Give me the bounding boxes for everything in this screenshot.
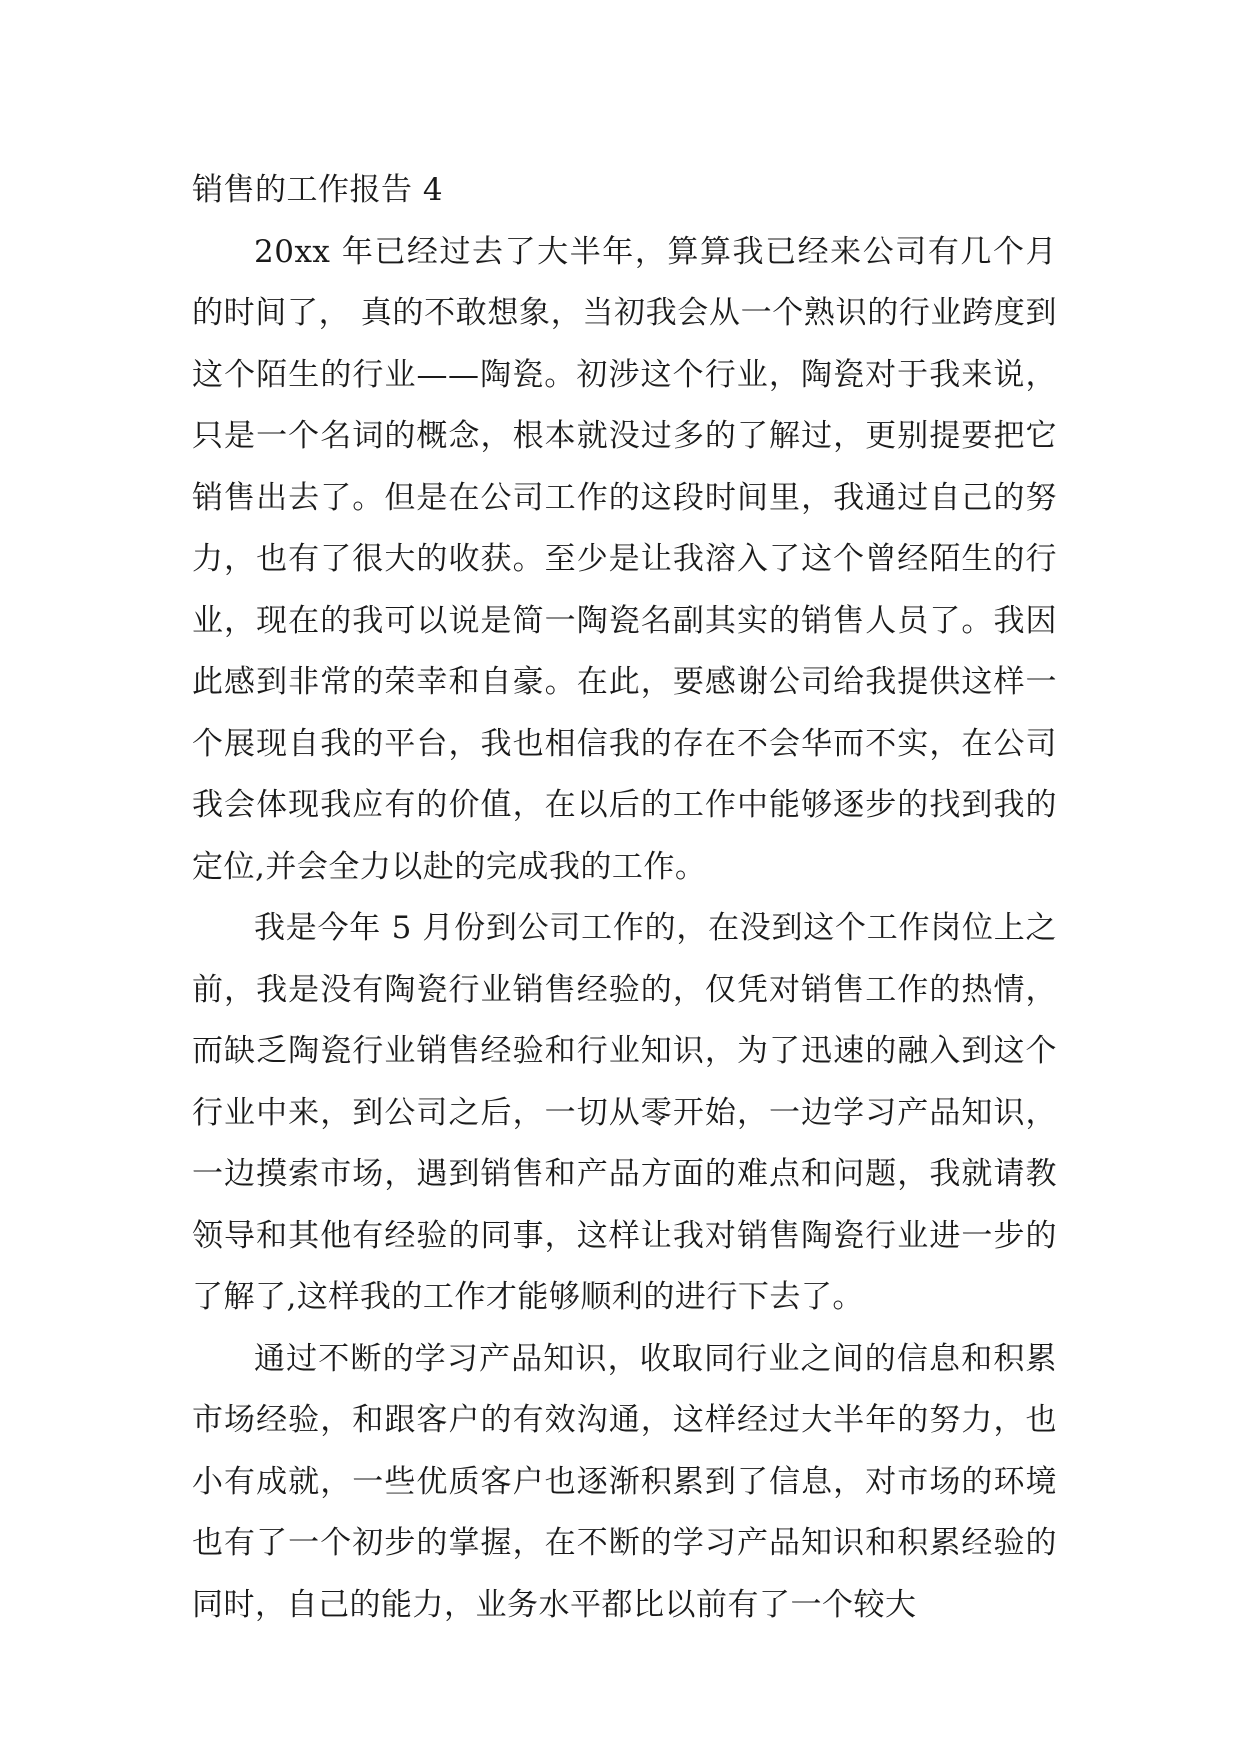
paragraph-2: 我是今年 5 月份到公司工作的，在没到这个工作岗位上之前，我是没有陶瓷行业销售经验的，仅凭对销售工作的热情，而缺乏陶瓷行业销售经验和行业知识，为了迅速的融入到这个行业中来，到公司之后，一切从零开始，一边学习产品知识，一边摸索市场，遇到销售和产品方面的难点和问题，我就请教领导和其他有经验的同事，这样让我对销售陶瓷行业进一步的了解了,这样我的工作才能够顺利的进行下去了。 bbox=[192, 910, 1057, 1315]
paragraph-1: 20xx 年已经过去了大半年，算算我已经来公司有几个月的时间了， 真的不敢想象，当初我会从一个熟识的行业跨度到这个陌生的行业——陶瓷。初涉这个行业，陶瓷对于我来说，只是一个名词的概念，根本就没过多的了解过，更别提要把它销售出去了。但是在公司工作的这段时间里，我通过自己的努力，也有了很大的收获。至少是让我溶入了这个曾经陌生的行业，现在的我可以说是简一陶瓷名副其实的销售人员了。我因此感到非常的荣幸和自豪。在此，要感谢公司给我提供这样一个展现自我的平台，我也相信我的存在不会华而不实，在公司我会体现我应有的价值，在以后的工作中能够逐步的找到我的定位,并会全力以赴的完成我的工作。 bbox=[192, 233, 1057, 885]
document-body bbox=[192, 160, 1057, 1636]
document-title: 销售的工作报告 4 bbox=[192, 172, 444, 208]
paragraph-3: 通过不断的学习产品知识，收取同行业之间的信息和积累市场经验，和跟客户的有效沟通，这样经过大半年的努力，也小有成就，一些优质客户也逐渐积累到了信息，对市场的环境也有了一个初步的掌握，在不断的学习产品知识和积累经验的同时，自己的能力，业务水平都比以前有了一个较大 bbox=[192, 1340, 1057, 1623]
